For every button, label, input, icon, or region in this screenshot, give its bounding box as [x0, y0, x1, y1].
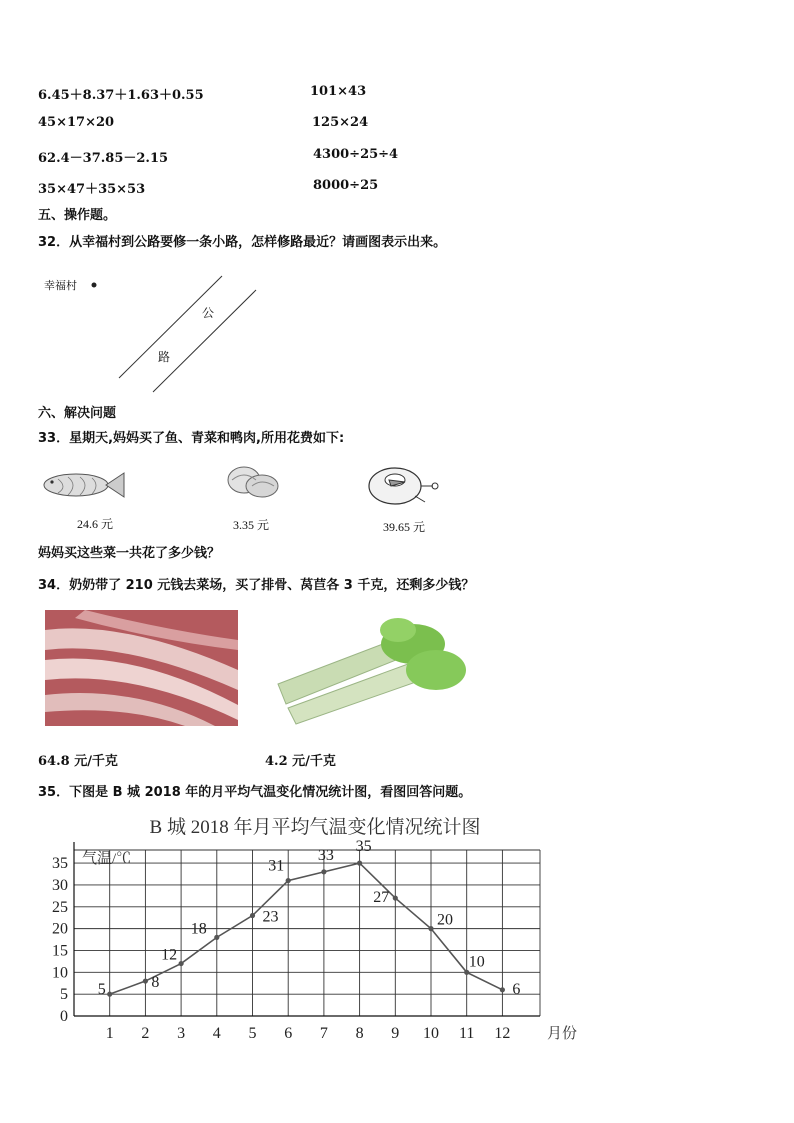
x-tick-label-6: 6 [284, 1025, 293, 1042]
road-label-2: 路 [158, 350, 171, 364]
data-point-11 [464, 970, 469, 975]
y-tick-label-5: 5 [60, 986, 68, 1004]
data-label-4: 18 [190, 920, 207, 938]
data-point-7 [321, 869, 326, 874]
data-point-3 [179, 961, 184, 966]
ribs-photo [45, 610, 238, 726]
q35-text: 35．下图是 B 城 2018 年的月平均气温变化情况统计图，看图回答问题。 [38, 785, 472, 800]
calc-row-4-right: 8000÷25 [313, 178, 379, 193]
cabbage-price: 3.35 元 [233, 518, 270, 532]
lettuce-photo [268, 612, 468, 727]
data-label-5: 23 [262, 908, 279, 926]
y-tick-label-30: 30 [52, 876, 68, 894]
data-point-1 [107, 992, 112, 997]
fish-price: 24.6 元 [77, 517, 114, 531]
x-tick-label-7: 7 [319, 1025, 328, 1042]
data-label-6: 31 [268, 857, 285, 875]
data-label-1: 5 [97, 981, 106, 999]
data-point-10 [428, 926, 433, 931]
road-diagram [0, 0, 300, 400]
data-point-12 [500, 987, 505, 992]
x-tick-label-11: 11 [458, 1025, 475, 1042]
calc-row-1-left: 6.45＋8.37＋1.63＋0.55 [38, 88, 204, 103]
y-tick-label-35: 35 [52, 855, 68, 873]
data-point-2 [143, 978, 148, 983]
data-label-10: 20 [437, 911, 453, 929]
data-label-11: 10 [468, 953, 485, 971]
y-tick-label-25: 25 [52, 898, 68, 916]
x-tick-label-4: 4 [212, 1025, 221, 1042]
y-tick-label-15: 15 [52, 942, 68, 960]
q33-question: 妈妈买这些菜一共花了多少钱？ [38, 546, 221, 561]
road-edge-left [119, 276, 222, 378]
data-label-9: 27 [373, 889, 390, 907]
fish-icon [38, 465, 128, 505]
data-point-4 [214, 935, 219, 940]
data-label-8: 35 [355, 838, 372, 856]
calc-row-4-left: 35×47＋35×53 [38, 182, 146, 197]
x-tick-label-8: 8 [355, 1025, 364, 1042]
calc-row-3-left: 62.4－37.85－2.15 [38, 151, 169, 166]
chart-title: B 城 2018 年月平均气温变化情况统计图 [149, 817, 481, 838]
road-label-1: 公 [202, 306, 215, 320]
y-axis-label: 气温/℃ [82, 851, 132, 867]
data-point-9 [393, 895, 398, 900]
x-axis-label: 月份 [546, 1026, 578, 1042]
data-label-2: 8 [151, 974, 160, 992]
duck-price: 39.65 元 [383, 520, 426, 534]
q32-text: 32．从幸福村到公路要修一条小路，怎样修路最近？请画图表示出来。 [38, 235, 447, 250]
x-tick-label-10: 10 [423, 1025, 439, 1042]
data-label-12: 6 [512, 980, 521, 998]
x-tick-label-3: 3 [177, 1025, 186, 1042]
section-6-title: 六、解决问题 [38, 406, 117, 421]
calc-row-2-right: 125×24 [312, 115, 369, 130]
village-point [92, 283, 97, 288]
calc-row-3-right: 4300÷25÷4 [313, 147, 399, 162]
x-tick-label-1: 1 [105, 1025, 114, 1042]
section-5-title: 五、操作题。 [38, 208, 117, 223]
data-point-8 [357, 861, 362, 866]
data-point-6 [286, 878, 291, 883]
ribs-price: 64.8 元/千克 [38, 754, 118, 769]
calc-row-2-left: 45×17×20 [38, 115, 115, 130]
temperature-line-chart [0, 800, 794, 1050]
data-label-3: 12 [161, 946, 178, 964]
x-tick-label-9: 9 [391, 1025, 400, 1042]
q34-text: 34．奶奶带了 210 元钱去菜场，买了排骨、莴苣各 3 千克，还剩多少钱？ [38, 578, 475, 593]
lettuce-price: 4.2 元/千克 [265, 754, 336, 769]
data-point-5 [250, 913, 255, 918]
calc-row-1-right: 101×43 [310, 84, 367, 99]
y-tick-label-20: 20 [52, 920, 68, 938]
y-tick-label-0: 0 [60, 1008, 68, 1025]
x-tick-label-5: 5 [248, 1025, 257, 1042]
x-tick-label-2: 2 [141, 1025, 150, 1042]
y-tick-label-10: 10 [52, 964, 68, 982]
cabbage-icon [222, 462, 282, 502]
x-tick-label-12: 12 [494, 1025, 511, 1042]
data-label-7: 33 [317, 846, 334, 864]
village-label: 幸福村 [44, 279, 77, 292]
duck-icon [365, 462, 440, 507]
q33-text: 33．星期天,妈妈买了鱼、青菜和鸭肉,所用花费如下: [38, 431, 345, 446]
